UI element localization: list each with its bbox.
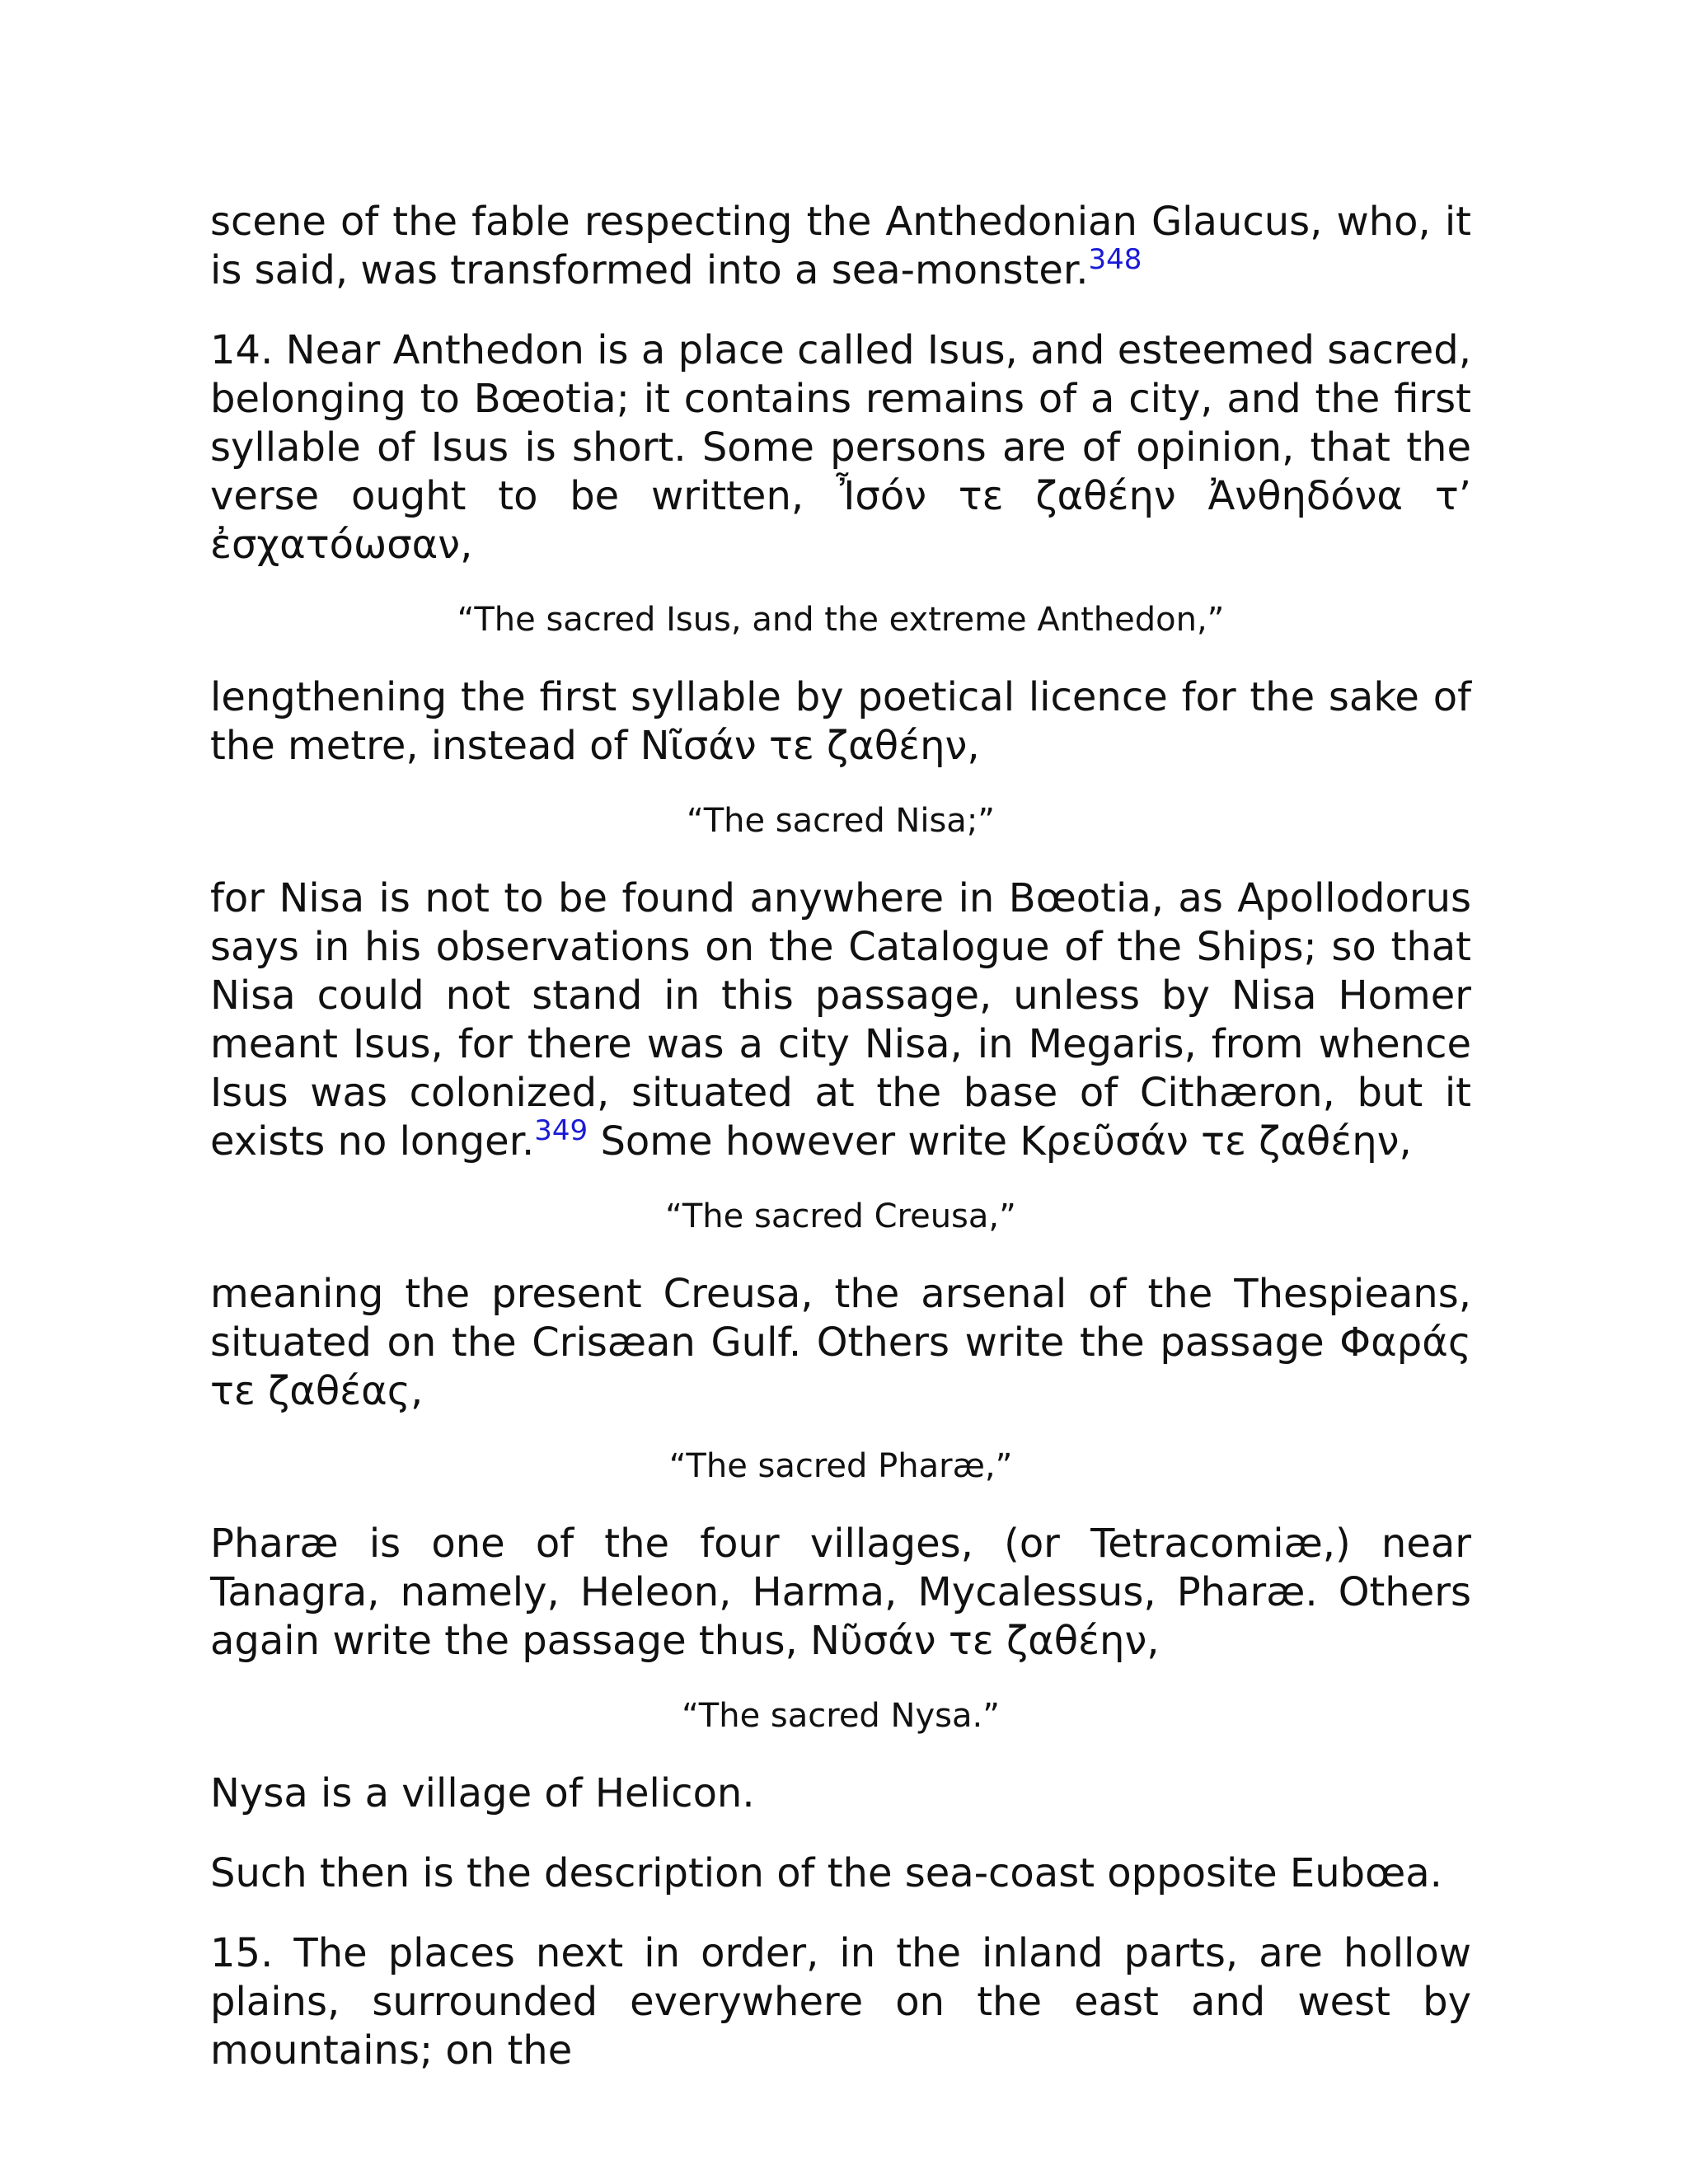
paragraph-15-inland: 15. The places next in order, in the inland parts, are hollow plains, surrounded everywhere on the east and west by mountains; on the: [210, 1930, 1471, 2074]
paragraph-text-continued: Some however write: [588, 1118, 1020, 1165]
paragraph-sea-coast: Such then is the description of the sea-coast opposite Eubœa.: [210, 1850, 1442, 1896]
greek-verse: Νῖσάν τε ζαθέην,: [640, 723, 980, 769]
paragraph-nysa: Nysa is a village of Helicon.: [210, 1770, 755, 1816]
greek-verse: Ἶσόν τε ζαθέην Ἀνθηδόνα τ’ ἐσχατόωσαν,: [210, 473, 1471, 568]
paragraph-text: 14. Near Anthedon is a place called Isus, and esteemed sacred, belonging to Bœotia; it contains remains of a city, and the first syllable of Isus is short. Some persons are of opinion, that the verse ought to be written,: [210, 327, 1471, 519]
paragraph-glaucus: [210, 198, 1471, 295]
paragraph-text: Pharæ is one of the four villages, (or Tetracomiæ,) near Tanagra, namely, Heleon, Harma, Mycalessus, Pharæ. Others again write the passage thus,: [210, 1521, 1471, 1664]
footnote-link-349[interactable]: 349: [534, 1114, 588, 1147]
paragraph-nisa: [210, 874, 1471, 1166]
greek-verse: Νῦσάν τε ζαθέην,: [810, 1618, 1160, 1664]
quotation-pharae: “The sacred Pharæ,”: [668, 1447, 1013, 1485]
paragraph-text: scene of the fable respecting the Anthedonian Glaucus, who, it is said, was transformed into a sea-monster.: [210, 199, 1471, 293]
quotation-nisa: “The sacred Nisa;”: [686, 802, 996, 840]
document-page: [210, 198, 1471, 2107]
paragraph-14-isus: [210, 326, 1471, 569]
footnote-link-348[interactable]: 348: [1088, 243, 1142, 276]
paragraph-text: meaning the present Creusa, the arsenal of the Thespieans, situated on the Crisæan Gulf. Others write the passage: [210, 1271, 1471, 1366]
paragraph-text: lengthening the first syllable by poetical licence for the sake of the metre, instead of: [210, 674, 1471, 769]
paragraph-pharae: [210, 1520, 1471, 1666]
paragraph-lengthening: [210, 673, 1471, 771]
quotation-nysa: “The sacred Nysa.”: [682, 1697, 1000, 1735]
quotation-isus: “The sacred Isus, and the extreme Anthedon,”: [457, 601, 1225, 639]
greek-verse: Φαράς τε ζαθέας,: [210, 1319, 1471, 1414]
paragraph-creusa: [210, 1270, 1471, 1416]
greek-verse: Κρεῦσάν τε ζαθέην,: [1020, 1118, 1412, 1165]
paragraph-text: for Nisa is not to be found anywhere in Bœotia, as Apollodorus says in his observations on the Catalogue of the Ships; so that Nisa could not stand in this passage, unless by Nisa Homer meant Isus, for there was a city Nisa, in Megaris, from whence Isus was colonized, situated at the base of Cithæron, but it exists no longer.: [210, 875, 1471, 1165]
quotation-creusa: “The sacred Creusa,”: [665, 1197, 1016, 1235]
